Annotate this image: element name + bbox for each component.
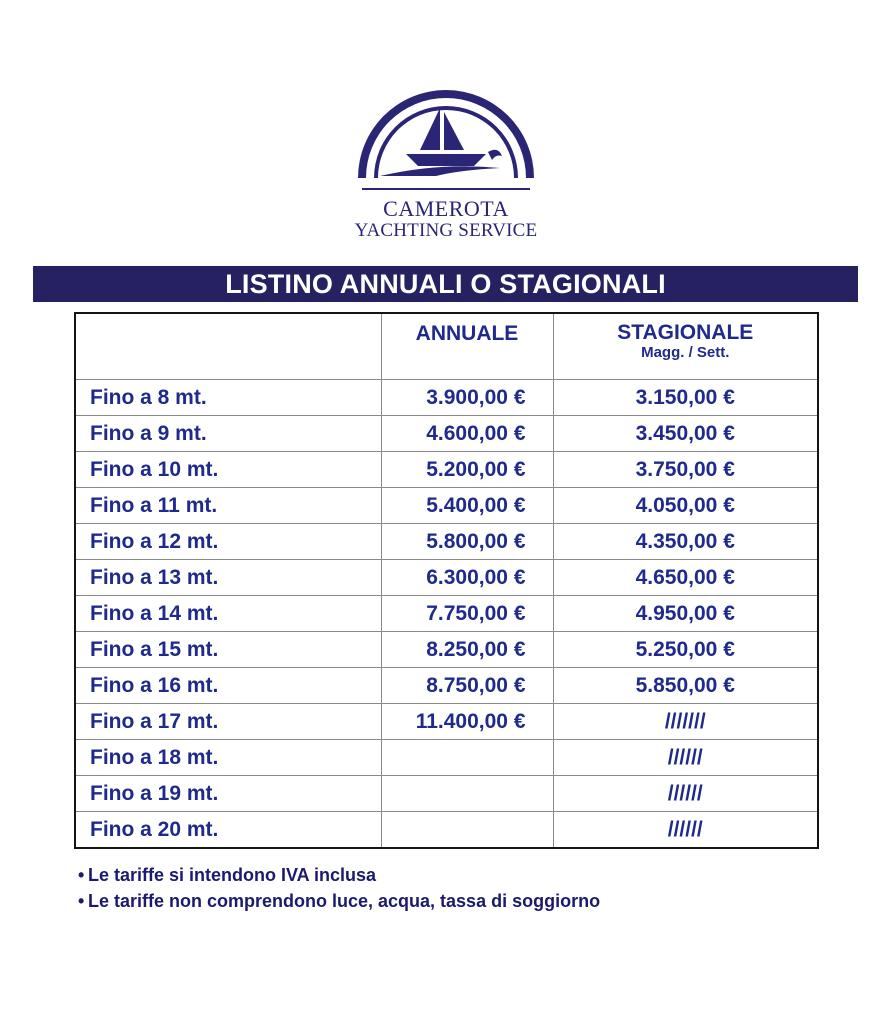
table-row: [75, 776, 818, 812]
row-size: Fino a 11 mt.: [75, 488, 381, 524]
price-list-banner: LISTINO ANNUALI O STAGIONALI: [33, 266, 858, 302]
row-size: Fino a 10 mt.: [75, 452, 381, 488]
row-seasonal-price: 4.050,00 €: [553, 488, 818, 524]
row-seasonal-price: 4.650,00 €: [553, 560, 818, 596]
row-seasonal-price: //////: [553, 776, 818, 812]
table-row: [75, 812, 818, 849]
notes-list: [78, 862, 600, 914]
note-item: [78, 862, 600, 888]
note-text: Le tariffe non comprendono luce, acqua, tassa di soggiorno: [88, 891, 601, 911]
row-annual-price: [381, 740, 553, 776]
row-annual-price: 3.900,00 €: [381, 380, 553, 416]
table-row: [75, 452, 818, 488]
header-seasonal-label: STAGIONALE: [617, 321, 754, 344]
row-annual-price: [381, 812, 553, 849]
company-logo: [340, 78, 552, 248]
price-table: [74, 312, 819, 849]
row-size: Fino a 16 mt.: [75, 668, 381, 704]
header-annual: ANNUALE: [381, 313, 553, 380]
brand-name-line2: YACHTING SERVICE: [354, 220, 538, 241]
row-annual-price: 7.750,00 €: [381, 596, 553, 632]
row-annual-price: 6.300,00 €: [381, 560, 553, 596]
header-seasonal: [553, 313, 818, 380]
table-row: [75, 596, 818, 632]
row-size: Fino a 13 mt.: [75, 560, 381, 596]
table-row: [75, 668, 818, 704]
row-seasonal-price: 3.450,00 €: [553, 416, 818, 452]
note-text: Le tariffe si intendono IVA inclusa: [88, 865, 377, 885]
row-annual-price: 11.400,00 €: [381, 704, 553, 740]
row-size: Fino a 20 mt.: [75, 812, 381, 849]
row-seasonal-price: //////: [553, 740, 818, 776]
table-row: [75, 524, 818, 560]
table-row: [75, 416, 818, 452]
row-size: Fino a 12 mt.: [75, 524, 381, 560]
header-size: [75, 313, 381, 380]
table-header-row: [75, 313, 818, 380]
table-row: [75, 704, 818, 740]
row-size: Fino a 15 mt.: [75, 632, 381, 668]
row-seasonal-price: 4.950,00 €: [553, 596, 818, 632]
table-row: [75, 380, 818, 416]
row-annual-price: 5.400,00 €: [381, 488, 553, 524]
row-size: Fino a 18 mt.: [75, 740, 381, 776]
row-seasonal-price: 5.850,00 €: [553, 668, 818, 704]
table-row: [75, 488, 818, 524]
row-annual-price: 5.800,00 €: [381, 524, 553, 560]
row-seasonal-price: 5.250,00 €: [553, 632, 818, 668]
row-annual-price: 8.750,00 €: [381, 668, 553, 704]
row-size: Fino a 14 mt.: [75, 596, 381, 632]
sailboat-logo-icon: [340, 78, 552, 198]
row-annual-price: 5.200,00 €: [381, 452, 553, 488]
header-seasonal-sub: Magg. / Sett.: [641, 344, 730, 361]
row-size: Fino a 8 mt.: [75, 380, 381, 416]
row-size: Fino a 9 mt.: [75, 416, 381, 452]
table-row: [75, 632, 818, 668]
bullet-icon: •: [78, 891, 85, 911]
row-seasonal-price: 4.350,00 €: [553, 524, 818, 560]
row-annual-price: 8.250,00 €: [381, 632, 553, 668]
row-seasonal-price: 3.750,00 €: [553, 452, 818, 488]
note-item: [78, 888, 600, 914]
table-row: [75, 560, 818, 596]
row-size: Fino a 19 mt.: [75, 776, 381, 812]
row-seasonal-price: ///////: [553, 704, 818, 740]
bullet-icon: •: [78, 865, 85, 885]
brand-name-line1: CAMEROTA: [383, 196, 509, 221]
row-seasonal-price: //////: [553, 812, 818, 849]
row-annual-price: 4.600,00 €: [381, 416, 553, 452]
table-row: [75, 740, 818, 776]
row-seasonal-price: 3.150,00 €: [553, 380, 818, 416]
row-size: Fino a 17 mt.: [75, 704, 381, 740]
row-annual-price: [381, 776, 553, 812]
